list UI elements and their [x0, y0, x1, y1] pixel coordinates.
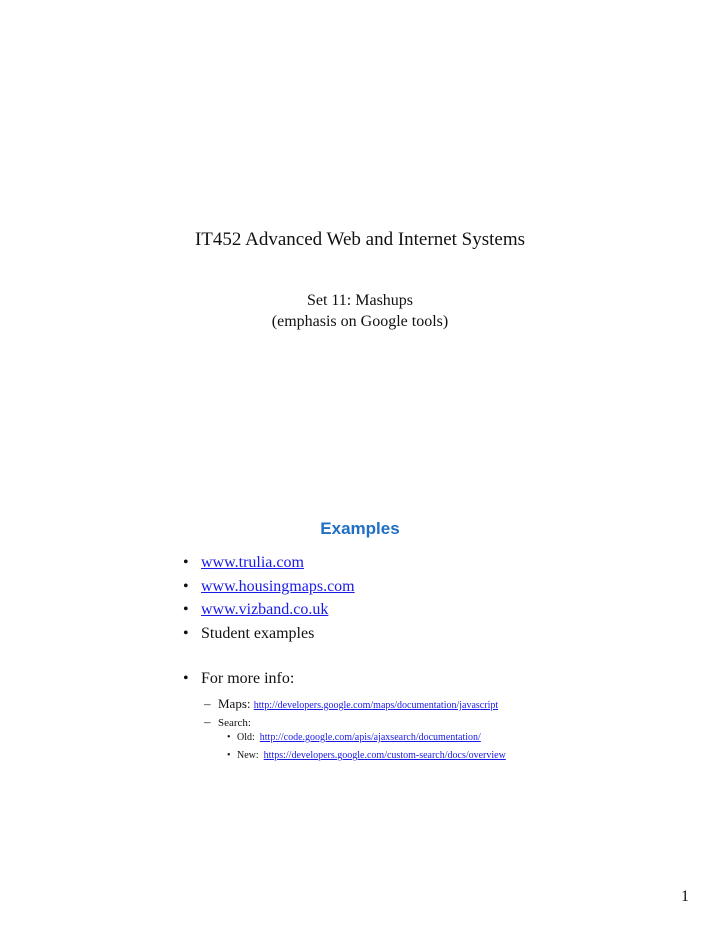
old-label: Old:	[237, 732, 255, 743]
maps-label: Maps:	[218, 696, 251, 711]
page-number: 1	[681, 888, 689, 905]
maps-item	[204, 696, 498, 712]
list-item	[183, 575, 355, 599]
old-search-item	[227, 732, 481, 743]
new-search-docs-link[interactable]: https://developers.google.com/custom-search/docs/overview	[263, 750, 506, 761]
new-search-item	[227, 750, 506, 761]
bullet-icon: •	[183, 577, 189, 595]
examples-list	[183, 551, 355, 645]
old-search-docs-link[interactable]: http://code.google.com/apis/ajaxsearch/documentation/	[259, 732, 481, 743]
list-item	[183, 598, 355, 622]
search-label: Search:	[218, 717, 251, 729]
dash-icon: –	[204, 714, 211, 729]
bullet-icon: •	[227, 732, 231, 743]
student-examples-text: Student examples	[201, 624, 315, 642]
list-item	[183, 622, 355, 646]
list-item	[183, 551, 355, 575]
maps-docs-link[interactable]: http://developers.google.com/maps/documentation/javascript	[253, 700, 499, 711]
subtitle-line-2: (emphasis on Google tools)	[271, 313, 449, 330]
slide-subtitle	[0, 290, 720, 332]
subtitle-line-1: Set 11: Mashups	[306, 292, 414, 309]
housingmaps-link[interactable]: www.housingmaps.com	[201, 577, 355, 595]
bullet-icon: •	[183, 624, 189, 642]
vizband-link[interactable]: www.vizband.co.uk	[201, 601, 329, 618]
dash-icon: –	[204, 696, 211, 711]
more-info-label: For more info:	[201, 670, 295, 687]
bullet-icon: •	[183, 601, 189, 618]
bullet-icon: •	[227, 750, 231, 761]
new-label: New:	[237, 750, 259, 761]
bullet-icon: •	[183, 670, 189, 687]
trulia-link[interactable]: www.trulia.com	[201, 554, 304, 571]
slide-title: IT452 Advanced Web and Internet Systems	[194, 229, 525, 250]
examples-heading: Examples	[320, 519, 400, 538]
more-info-item	[183, 670, 294, 688]
search-item	[204, 714, 251, 730]
bullet-icon: •	[183, 554, 189, 571]
